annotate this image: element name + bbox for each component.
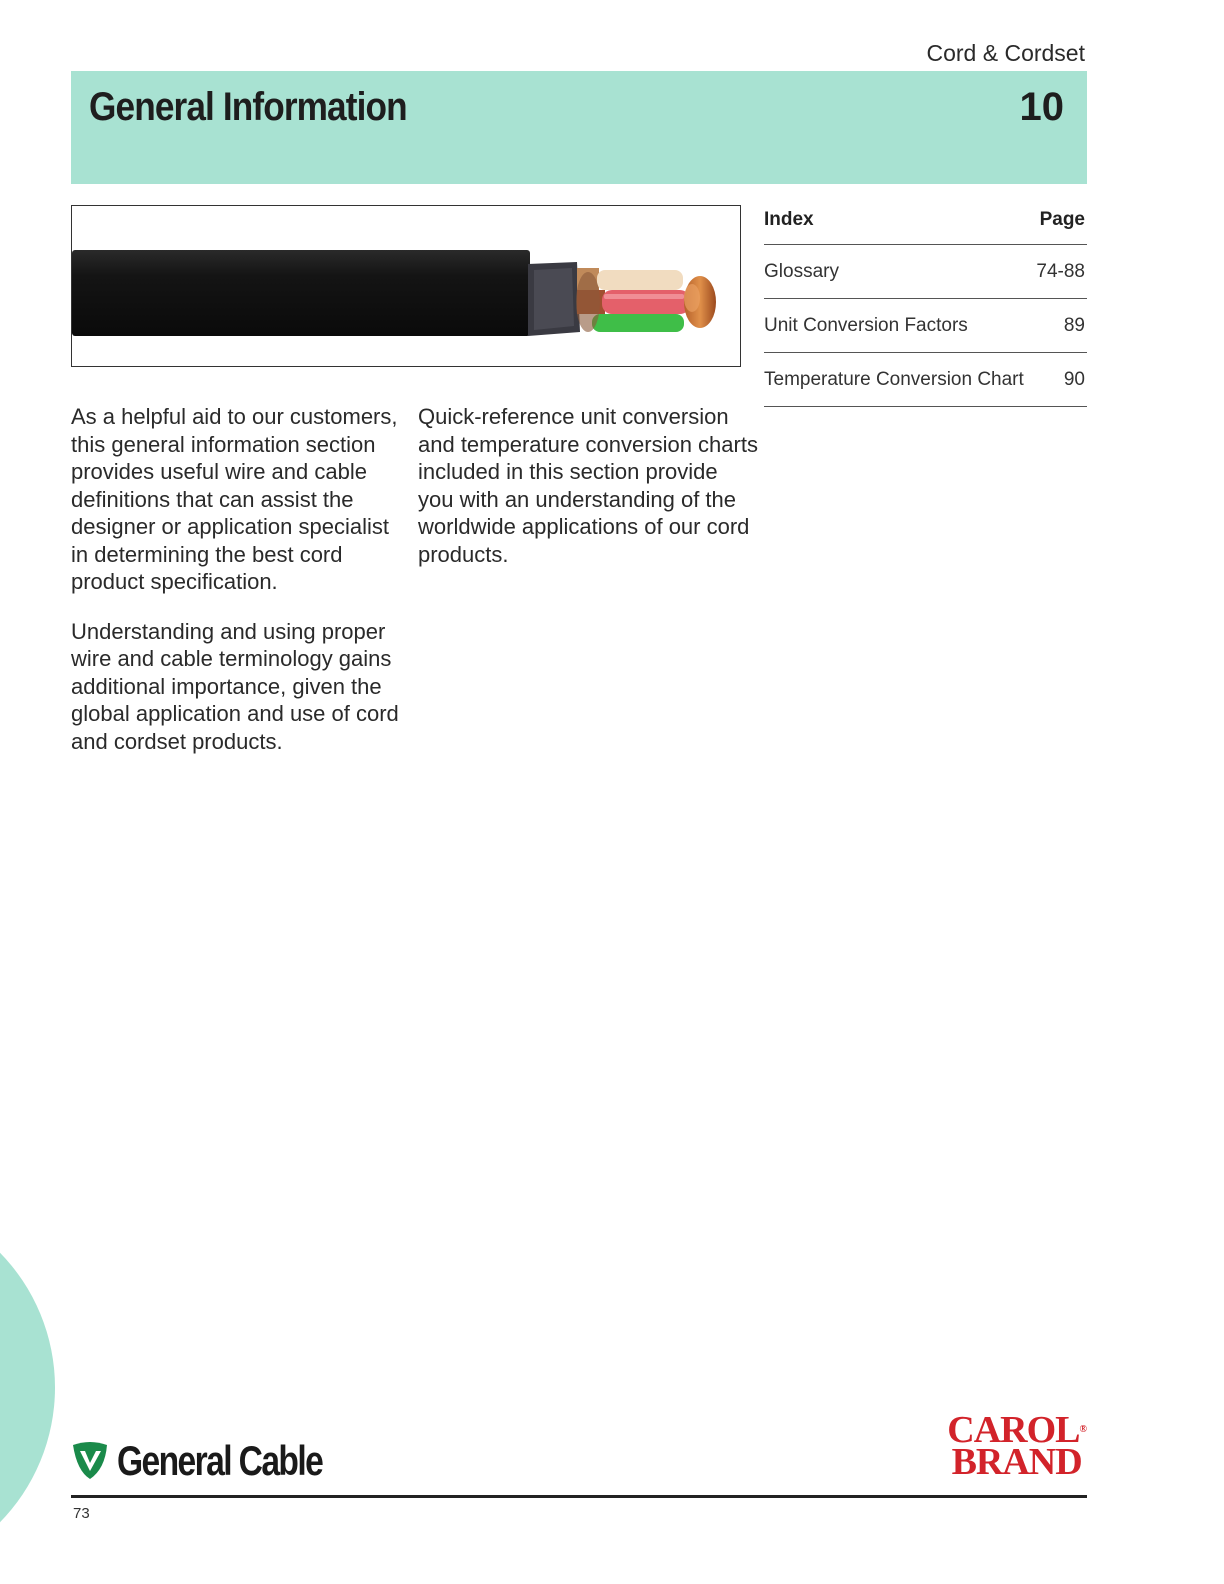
index-row-label: Unit Conversion Factors [764,314,968,336]
carol-logo-line2: BRAND [951,1441,1082,1483]
page-heading: Page [1039,209,1085,230]
index-row-label: Temperature Conversion Chart [764,368,1024,390]
page-number: 73 [73,1505,90,1522]
index-header [764,196,1087,245]
body-paragraph: Understanding and using proper wire and cable terminology gains additional importance, given the global application and use of cord and cordset products. [71,618,399,754]
footer-rule [71,1495,1087,1498]
index-table [764,196,1087,407]
general-cable-logo [71,1437,373,1485]
carol-brand-logo [947,1409,1086,1483]
index-row-temperature-conversion[interactable] [764,353,1087,407]
general-cable-logo-text: General Cable [117,1437,323,1484]
cable-photo [71,205,741,367]
index-row-page: 90 [1063,368,1085,390]
body-paragraph: As a helpful aid to our customers, this general information section provides useful wire and cable definitions that can assist the designer or application specialist in determining the best cord product specification. [71,404,398,594]
chapter-banner [71,71,1087,184]
chapter-number: 10 [1019,85,1064,129]
body-paragraph: Quick-reference unit conversion and temperature conversion charts included in this section provide you with an understanding of the worldwide applications of our cord products. [418,404,758,567]
index-row-label: Glossary [764,260,839,282]
registered-mark: ® [1079,1424,1086,1435]
index-row-glossary[interactable] [764,245,1087,299]
cable-illustration [72,206,740,366]
decorative-corner-arc [0,1195,55,1580]
section-label: Cord & Cordset [926,40,1085,66]
body-column-left [71,403,401,777]
body-column-right [418,403,758,590]
carol-logo-line1: CAROL [947,1409,1080,1451]
index-row-page: 74-88 [1036,260,1085,282]
general-cable-emblem-icon [71,1441,109,1481]
index-heading: Index [764,209,814,230]
index-row-page: 89 [1063,314,1085,336]
page-title: General Information [89,85,407,129]
index-row-unit-conversion[interactable] [764,299,1087,353]
